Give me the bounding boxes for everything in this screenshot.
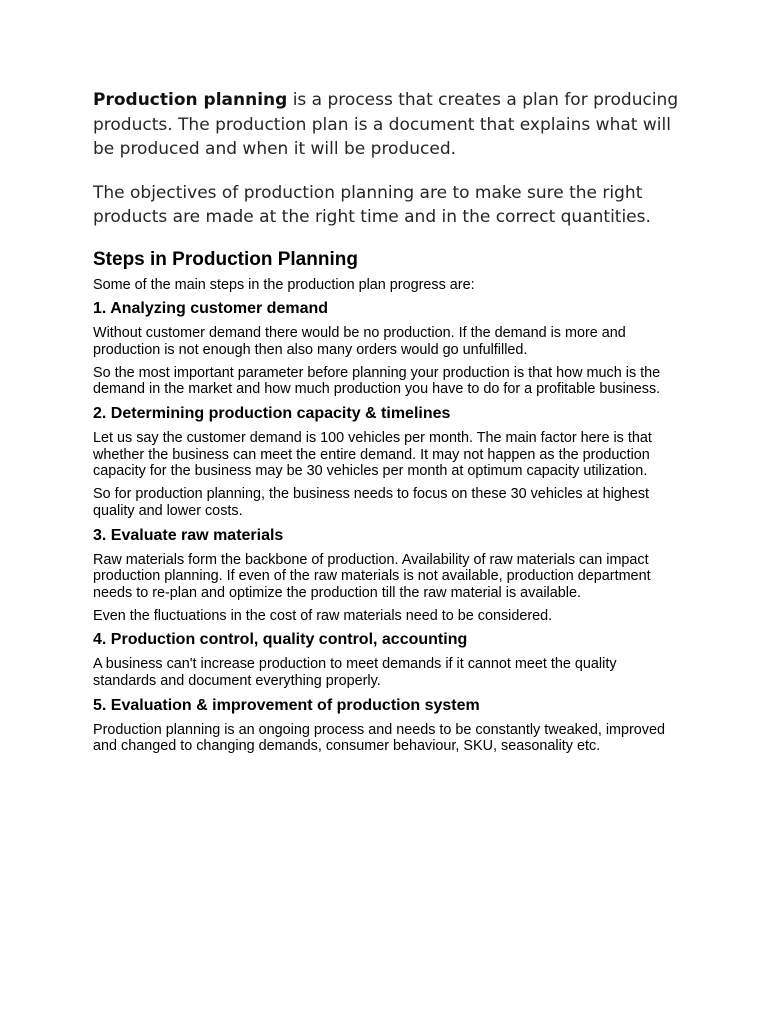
step-title: 2. Determining production capacity & timelines — [93, 405, 451, 423]
step-section — [93, 404, 683, 520]
step-paragraph: Let us say the customer demand is 100 vehicles per month. The main factor here is that whether the business can meet the entire demand. It may not happen as the production capacity for the business may be 30 vehicles per month at optimum capacity utilization. — [93, 430, 652, 480]
intro-bold-term: Production planning — [93, 90, 288, 110]
steps-lead: Some of the main steps in the production plan progress are: — [93, 276, 475, 293]
step-paragraph: Production planning is an ongoing process and needs to be constantly tweaked, improved and changed to changing demands, consumer behaviour, SKU, seasonality etc. — [93, 721, 665, 755]
document-page — [93, 88, 683, 761]
step-title: 5. Evaluation & improvement of production system — [93, 696, 480, 714]
step-section — [93, 696, 683, 755]
steps-heading: Steps in Production Planning — [93, 248, 358, 270]
intro-section — [93, 88, 683, 230]
step-paragraph: Even the fluctuations in the cost of raw materials need to be considered. — [93, 607, 553, 624]
intro-paragraph-objectives: The objectives of production planning are to make sure the right products are made at the right time and in the correct quantities. — [93, 182, 651, 227]
step-title: 4. Production control, quality control, accounting — [93, 631, 468, 649]
step-paragraph: Raw materials form the backbone of production. Availability of raw materials can impact production planning. If even of the raw materials is not available, production department needs to re-plan and optimize the production till the raw material is available. — [93, 551, 651, 601]
step-section — [93, 630, 683, 689]
step-section — [93, 299, 683, 398]
step-title: 1. Analyzing customer demand — [93, 300, 329, 318]
step-paragraph: A business can't increase production to meet demands if it cannot meet the quality standards and document everything properly. — [93, 656, 617, 690]
intro-paragraph-definition — [93, 88, 683, 162]
step-section — [93, 526, 683, 625]
step-paragraph: So for production planning, the business needs to focus on these 30 vehicles at highest quality and lower costs. — [93, 486, 650, 519]
step-paragraph: So the most important parameter before planning your production is that how much is the demand in the market and how much production you have to do for a profitable business. — [93, 364, 661, 398]
step-paragraph: Without customer demand there would be no production. If the demand is more and production is not enough then also many orders would go unfulfilled. — [93, 325, 626, 358]
step-title: 3. Evaluate raw materials — [93, 526, 284, 544]
intro-definition-text: is a process that creates a plan for producing products. The production plan is a document that explains what will be produced and when it will be produced. — [93, 90, 679, 159]
